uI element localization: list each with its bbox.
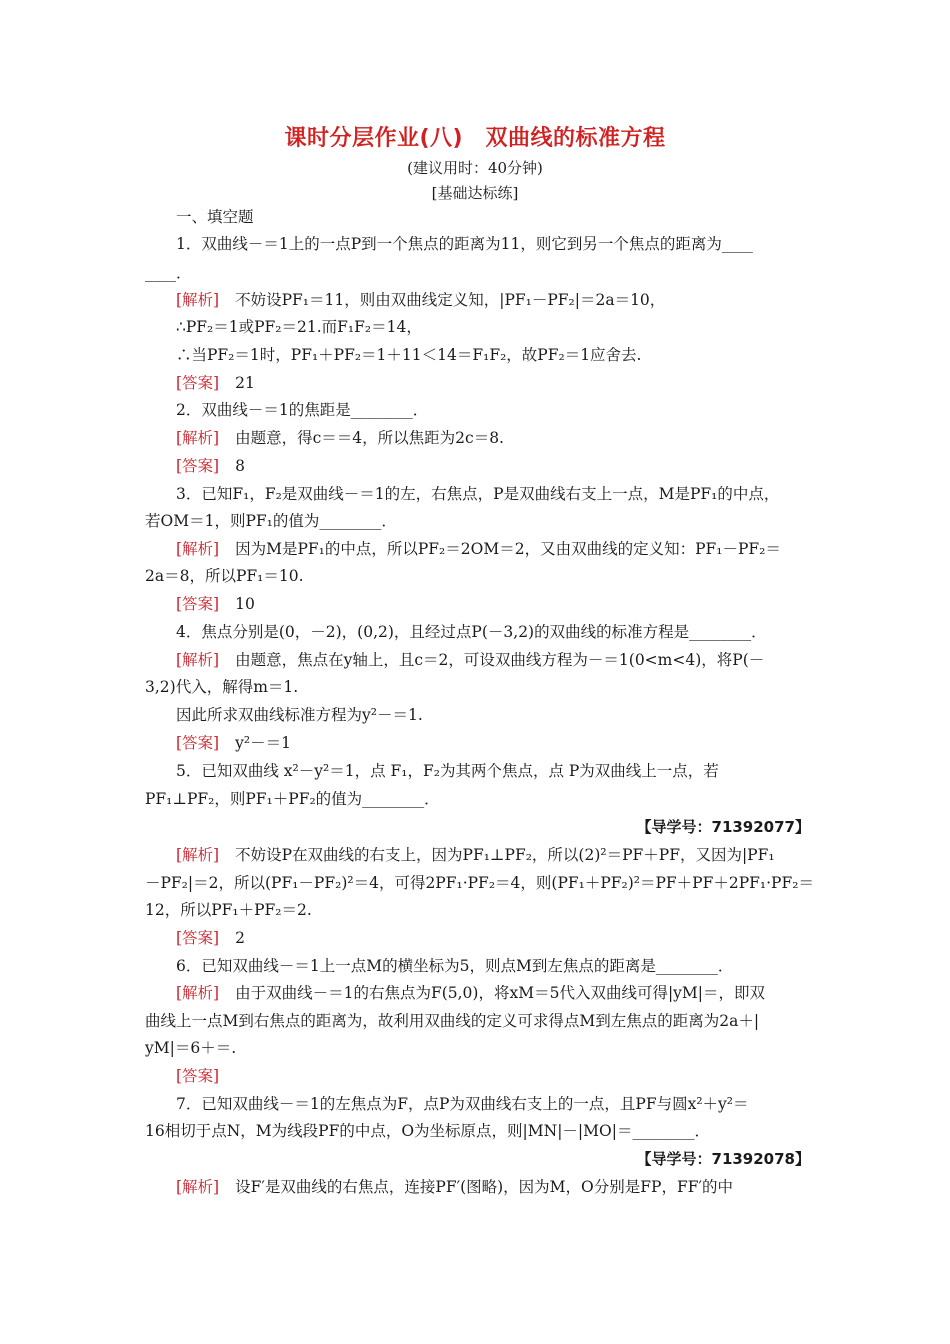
line-text: 10 <box>235 595 255 613</box>
line-text: 21 <box>235 374 255 392</box>
answer-line <box>176 373 255 393</box>
text-line: yM|＝6＋＝. <box>145 1039 237 1057</box>
text-line: PF₁⊥PF₂，则PF₁＋PF₂的值为________． <box>145 790 440 808</box>
answer-tag: [答案] <box>176 374 220 392</box>
text-line: 2a＝8，所以PF₁＝10. <box>145 567 304 585</box>
analysis-line <box>176 1177 733 1197</box>
analysis-tag: [解析] <box>176 540 220 558</box>
answer-tag: [答案] <box>176 457 220 475</box>
analysis-line <box>176 650 764 670</box>
question-line: 2．双曲线－＝1的焦距是________． <box>176 401 429 419</box>
question-line: 1．双曲线－＝1上的一点P到一个焦点的距离为11，则它到另一个焦点的距离为____ <box>176 235 753 253</box>
text-line: 12，所以PF₁＋PF₂＝2. <box>145 901 312 919</box>
text-line: 若OM＝1，则PF₁的值为________． <box>145 512 397 530</box>
line-text: 8 <box>235 457 245 475</box>
text-line: 曲线上一点M到右焦点的距离为，故利用双曲线的定义可求得点M到左焦点的距离为2a＋| <box>145 1012 760 1030</box>
text-line: 3,2)代入，解得m＝1. <box>145 678 299 696</box>
text-line: ∴PF₂＝1或PF₂＝21.而F₁F₂＝14， <box>176 318 422 336</box>
section-heading: [基础达标练] <box>431 184 519 202</box>
line-text: 2 <box>235 929 245 947</box>
answer-line <box>176 733 291 753</box>
page-title: 课时分层作业(八) 双曲线的标准方程 <box>284 126 666 151</box>
analysis-line <box>176 539 781 559</box>
line-text: 由于双曲线－＝1的右焦点为F(5,0)，将xM＝5代入双曲线可得|yM|＝，即双 <box>235 984 766 1002</box>
answer-line <box>176 594 255 614</box>
analysis-line <box>176 845 775 865</box>
analysis-tag: [解析] <box>176 846 220 864</box>
suggested-time: (建议用时：40分钟) <box>407 159 543 177</box>
answer-tag: [答案] <box>176 1067 220 1085</box>
line-text: 不妨设P在双曲线的右支上，因为PF₁⊥PF₂，所以(2)²＝PF＋PF，又因为|PF₁ <box>235 846 775 864</box>
analysis-tag: [解析] <box>176 291 220 309</box>
analysis-line <box>176 290 665 310</box>
line-text: 由题意，焦点在y轴上，且c＝2，可设双曲线方程为－＝1(0<m<4)，将P(－ <box>235 651 765 669</box>
question-line: 5．已知双曲线 x²－y²＝1，点 F₁，F₂为其两个焦点，点 P为双曲线上一点，若 <box>176 762 719 780</box>
answer-tag: [答案] <box>176 929 220 947</box>
answer-tag: [答案] <box>176 595 220 613</box>
question-line: 4．焦点分别是(0，－2)，(0,2)，且经过点P(－3,2)的双曲线的标准方程是________． <box>176 623 767 641</box>
analysis-tag: [解析] <box>176 651 220 669</box>
line-text: y²－＝1 <box>235 734 291 752</box>
analysis-tag: [解析] <box>176 984 220 1002</box>
question-line: 3．已知F₁，F₂是双曲线－＝1的左，右焦点，P是双曲线右支上一点，M是PF₁的中点， <box>176 485 780 503</box>
text-line: ∴当PF₂＝1时，PF₁＋PF₂＝1＋11＜14＝F₁F₂，故PF₂＝1应舍去. <box>176 346 642 364</box>
text-line: 因此所求双曲线标准方程为y²－＝1. <box>176 706 423 724</box>
analysis-tag: [解析] <box>176 429 220 447</box>
line-text: 因为M是PF₁的中点，所以PF₂＝2OM＝2，又由双曲线的定义知：PF₁－PF₂＝ <box>235 540 781 558</box>
reference-number: 【导学号：71392078】 <box>636 1150 810 1168</box>
reference-number: 【导学号：71392077】 <box>636 818 810 836</box>
answer-line <box>176 928 245 948</box>
analysis-line <box>176 983 765 1003</box>
analysis-line <box>176 428 504 448</box>
answer-tag: [答案] <box>176 734 220 752</box>
answer-line <box>176 456 245 476</box>
text-line: －PF₂|＝2，所以(PF₁－PF₂)²＝4，可得2PF₁·PF₂＝4，则(PF₁＋PF₂)²＝PF＋PF＋2PF₁·PF₂＝ <box>145 874 814 892</box>
line-text: 设F′是双曲线的右焦点，连接PF′(图略)，因为M，O分别是FP，FF′的中 <box>235 1178 733 1196</box>
text-line: 16相切于点N，M为线段PF的中点，O为坐标原点，则|MN|－|MO|＝________． <box>145 1122 710 1140</box>
question-line: 7．已知双曲线－＝1的左焦点为F，点P为双曲线右支上的一点，且PF与圆x²＋y²＝ <box>176 1095 749 1113</box>
line-text: 不妨设PF₁＝11，则由双曲线定义知，|PF₁－PF₂|＝2a＝10， <box>235 291 666 309</box>
line-text: 由题意，得c＝＝4，所以焦距为2c＝8. <box>235 429 504 447</box>
part-heading: 一、填空题 <box>176 208 254 226</box>
question-line: 6．已知双曲线－＝1上一点M的横坐标为5，则点M到左焦点的距离是________． <box>176 957 734 975</box>
answer-line <box>176 1066 235 1086</box>
analysis-tag: [解析] <box>176 1178 220 1196</box>
text-line: ____． <box>145 264 192 282</box>
